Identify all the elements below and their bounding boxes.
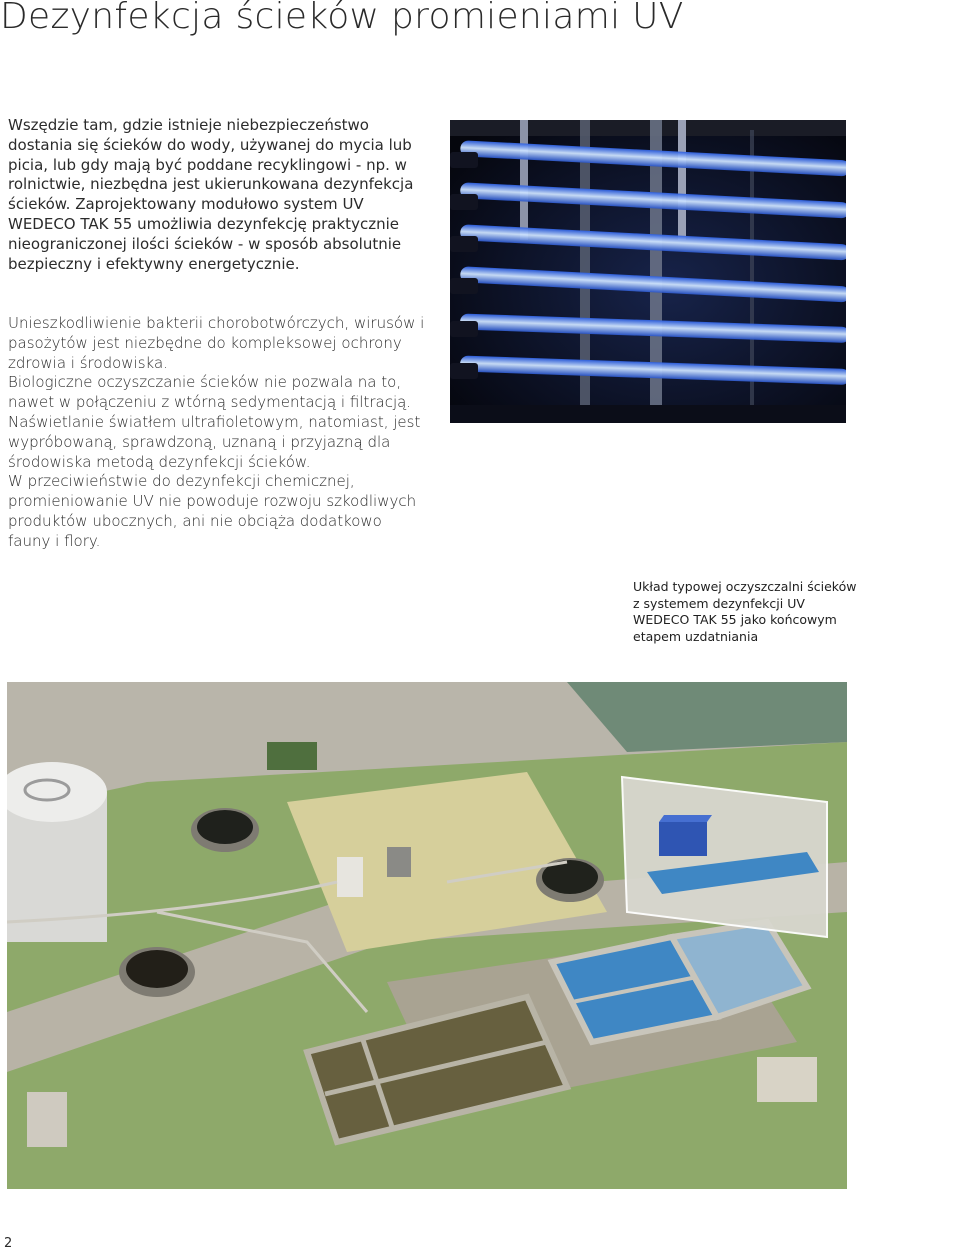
body-paragraph-4: W przeciwieństwie do dezynfekcji chemicznej, promieniowanie UV nie powoduje rozwoju szkodliwych produktów ubocznych, ani nie obciąża dodatkowo fauny i flory. xyxy=(8,472,417,550)
uv-lamps-photo xyxy=(450,120,846,423)
page-title: Dezynfekcja ścieków promieniami UV xyxy=(0,0,684,37)
body-paragraph-2: Biologiczne oczyszczanie ścieków nie pozwala na to, nawet w połączeniu z wtórną sedymentacją i filtracją. xyxy=(8,373,412,412)
page-number: 2 xyxy=(4,1236,13,1251)
figure-caption: Układ typowej oczyszczalni ścieków z systemem dezynfekcji UV WEDECO TAK 55 jako końcowym etapem uzdatniania xyxy=(633,579,857,644)
body-paragraph-1: Unieszkodliwienie bakterii chorobotwórczych, wirusów i pasożytów jest niezbędne do kompleksowej ochrony zdrowia i środowiska. xyxy=(8,314,425,372)
body-text xyxy=(8,314,428,552)
clarifier-3 xyxy=(119,947,195,997)
intro-paragraph: Wszędzie tam, gdzie istnieje niebezpieczeństwo dostania się ścieków do wody, używanej do mycia lub picia, lub gdy mają być poddane recyklingowi - np. w rolnictwie, niezbędna jest ukierunkowana dezynfekcja ścieków. Zaprojektowany modułowo system UV WEDECO TAK 55 umożliwia dezynfekcję praktycznie nieograniczonej ilości ścieków - w sposób absolutnie bezpieczny i efektywny energetycznie. xyxy=(8,116,414,273)
treatment-plant-illustration xyxy=(7,682,847,1189)
storage-tank xyxy=(7,762,107,942)
clarifier-1 xyxy=(191,808,259,852)
body-paragraph-3: Naświetlanie światłem ultrafioletowym, natomiast, jest wypróbowaną, sprawdzoną, uznaną i przyjazną dla środowiska metodą dezynfekcji ścieków. xyxy=(8,412,421,471)
uv-system-highlight xyxy=(622,777,827,937)
